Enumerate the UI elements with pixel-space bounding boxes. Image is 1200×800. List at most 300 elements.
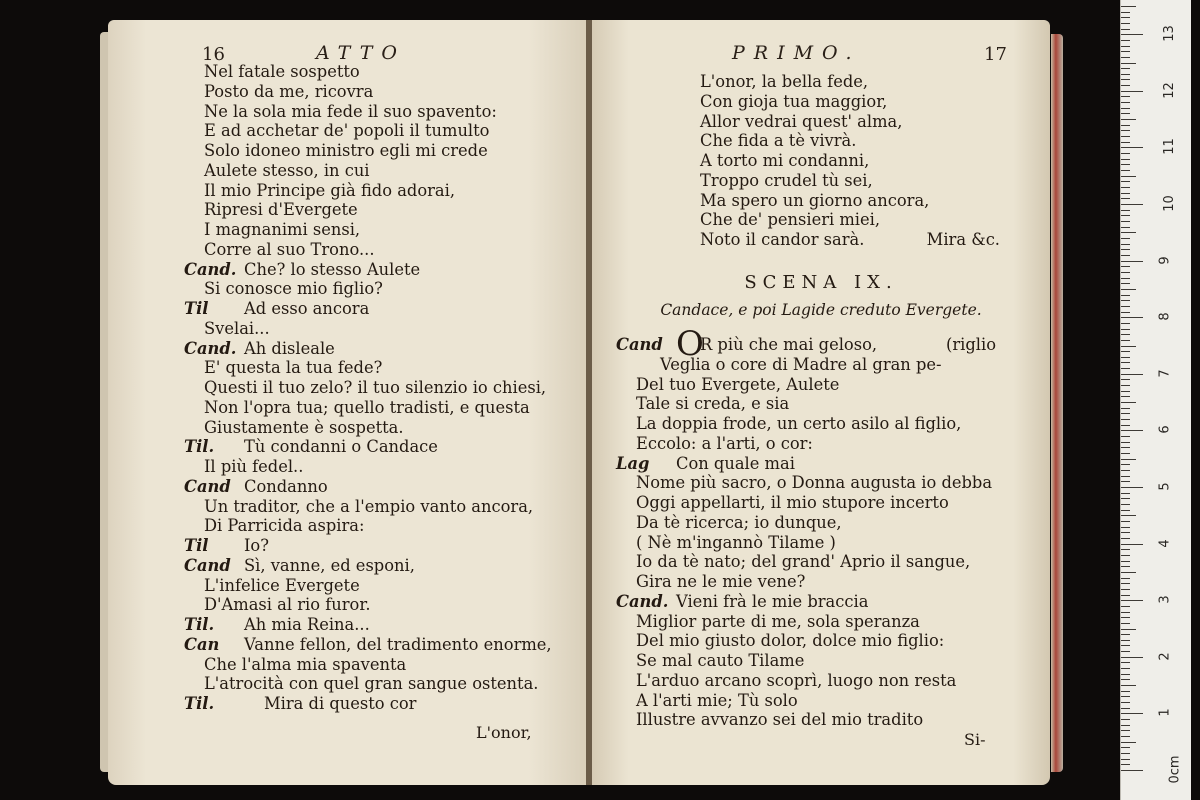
ruler-tick [1121, 470, 1130, 471]
speaker-label: Cand. [184, 259, 237, 279]
ruler-tick [1121, 312, 1130, 313]
text-line [616, 572, 996, 592]
ruler-number: 3 [1157, 595, 1173, 604]
page-number-left: 16 [202, 44, 225, 65]
line-text: Giustamente è sospetta. [204, 417, 404, 437]
ruler-tick [1121, 730, 1130, 731]
text-line [184, 299, 552, 319]
ruler-tick [1121, 51, 1130, 52]
ruler-tick [1121, 119, 1136, 120]
ruler-tick [1121, 578, 1130, 579]
text-line [184, 102, 552, 122]
ruler-tick [1121, 198, 1130, 199]
ruler-tick [1121, 215, 1130, 216]
ruler-tick [1121, 357, 1130, 358]
ruler-tick [1121, 238, 1130, 239]
ruler-tick [1121, 153, 1130, 154]
ruler-tick [1121, 125, 1130, 126]
ruler-tick [1121, 46, 1130, 47]
line-text: Gira ne le mie vene? [636, 572, 806, 591]
ruler-tick [1121, 23, 1130, 24]
ruler-tick [1121, 40, 1130, 41]
text-line [616, 533, 996, 553]
line-text: Che fida a tè vivrà. [700, 131, 857, 151]
ruler-tick [1121, 295, 1130, 296]
text-line [616, 355, 996, 375]
line-text: Che de' pensieri miei, [700, 210, 881, 230]
ruler-tick [1121, 606, 1130, 607]
ruler-tick [1121, 379, 1130, 380]
ruler-tick [1121, 232, 1136, 233]
line-text: Con quale mai [676, 453, 795, 473]
text-line [184, 279, 552, 299]
ruler-tick [1121, 725, 1130, 726]
line-text: Ah disleale [244, 338, 335, 358]
line-text: L'atrocità con quel gran sangue ostenta. [204, 674, 539, 694]
line-text: Vieni frà le mie braccia [676, 591, 869, 611]
text-line [700, 230, 1000, 250]
speaker-label: Til [184, 536, 209, 555]
ruler-tick [1121, 532, 1130, 533]
ruler-tick [1121, 289, 1136, 290]
text-line [184, 674, 552, 694]
line-text: Solo idoneo ministro egli mi crede [204, 141, 488, 160]
line-text: Svelai... [204, 318, 270, 338]
ruler-tick [1121, 329, 1130, 330]
ruler-tick [1121, 108, 1130, 109]
ruler-number: 0cm [1167, 755, 1183, 784]
speaker-label: Til [184, 299, 209, 318]
text-line [700, 112, 1000, 132]
text-line [700, 151, 1000, 171]
text-line [184, 576, 552, 596]
ruler-tick [1121, 555, 1130, 556]
ruler-tick [1121, 221, 1130, 222]
ruler-tick [1121, 170, 1130, 171]
text-line [616, 612, 996, 632]
line-text: Ma spero un giorno ancora, [700, 190, 930, 210]
line-text: Non l'opra tua; quello tradisti, e questa [204, 397, 530, 417]
ruler-tick [1121, 510, 1130, 511]
text-line [700, 210, 1000, 230]
text-line [184, 536, 552, 556]
text-line [184, 220, 552, 240]
text-line [616, 375, 996, 395]
ruler-tick [1121, 113, 1130, 114]
line-text: Vanne fellon, del tradimento enorme, [244, 634, 552, 654]
ruler-tick [1121, 747, 1130, 748]
line-text: La doppia frode, un certo asilo al figlio, [636, 414, 962, 433]
text-line [184, 62, 552, 82]
ruler-tick [1121, 96, 1130, 97]
ruler-tick [1121, 374, 1143, 375]
line-text: Miglior parte di me, sola speranza [636, 611, 920, 631]
text-line [184, 437, 552, 457]
text-line [184, 556, 552, 576]
ruler-number: 10 [1161, 195, 1177, 212]
ruler-tick [1121, 323, 1130, 324]
text-line [616, 651, 996, 671]
ruler-tick [1121, 227, 1130, 228]
line-text: D'Amasi al rio furor. [204, 595, 371, 615]
line-text: Che? lo stesso Aulete [244, 259, 421, 279]
line-text: Sì, vanne, ed esponi, [244, 555, 415, 575]
line-right: (riglio [946, 335, 996, 354]
ruler-tick [1121, 583, 1130, 584]
line-text: Corre al suo Trono... [204, 239, 375, 259]
ruler-tick [1121, 719, 1130, 720]
line-text: Io da tè nato; del grand' Aprio il sangue, [636, 552, 971, 572]
ruler-number: 6 [1157, 425, 1173, 435]
page-number-right: 17 [984, 44, 1007, 65]
ruler-tick [1121, 187, 1130, 188]
ruler-tick [1121, 572, 1136, 573]
ruler-tick [1121, 408, 1130, 409]
ruler-tick [1121, 515, 1136, 516]
line-text: Mira di questo cor [264, 694, 417, 713]
line-text: Se mal cauto Tilame [636, 651, 805, 670]
text-line [700, 131, 1000, 151]
ruler-tick [1121, 63, 1136, 64]
ruler-tick [1121, 561, 1130, 562]
ruler-tick [1121, 278, 1130, 279]
line-text: Da tè ricerca; io dunque, [636, 512, 842, 532]
text-line [700, 191, 1000, 211]
speaker-label: Til. [184, 694, 215, 713]
ruler-tick [1121, 481, 1130, 482]
catchword-right: Si- [964, 730, 986, 749]
ruler-tick [1121, 476, 1130, 477]
ruler-tick [1121, 447, 1130, 448]
text-line [616, 671, 996, 691]
ruler-tick [1121, 764, 1130, 765]
ruler-tick [1121, 266, 1130, 267]
text-line [616, 493, 996, 513]
line-text: Aulete stesso, in cui [204, 160, 370, 180]
ruler-tick [1121, 566, 1130, 567]
ruler-tick [1121, 759, 1130, 760]
ruler-tick [1121, 527, 1130, 528]
ruler-tick [1121, 702, 1130, 703]
catchword-left: L'onor, [476, 723, 532, 742]
line-text: L'infelice Evergete [204, 575, 360, 595]
text-line [700, 171, 1000, 191]
text-line [700, 92, 1000, 112]
line-text: Posto da me, ricovra [204, 81, 374, 101]
ruler-tick [1121, 770, 1143, 771]
ruler-tick [1121, 346, 1136, 347]
ruler-tick [1121, 193, 1130, 194]
line-text: Eccolo: a l'arti, o cor: [636, 433, 813, 453]
ruler-tick [1121, 493, 1130, 494]
ruler-tick [1121, 425, 1130, 426]
ruler-tick [1121, 459, 1136, 460]
ruler-tick [1121, 504, 1130, 505]
ruler-tick [1121, 736, 1130, 737]
line-text: Nome più sacro, o Donna augusta io debba [636, 473, 993, 493]
ruler-tick [1121, 159, 1130, 160]
line-text: Noto il candor sarà. [700, 230, 865, 249]
line-text: Del mio giusto dolor, dolce mio figlio: [636, 631, 945, 651]
ruler-number: 12 [1161, 82, 1177, 99]
text-line [184, 200, 552, 220]
text-line [184, 615, 552, 635]
text-line [184, 141, 552, 161]
ruler-tick [1121, 300, 1130, 301]
red-page-edge [1051, 34, 1063, 772]
ruler-tick [1121, 164, 1130, 165]
text-line [184, 516, 552, 536]
ruler-tick [1121, 595, 1130, 596]
text-line [616, 592, 996, 612]
ruler-tick [1121, 351, 1130, 352]
ruler-tick [1121, 210, 1130, 211]
ruler-tick [1121, 413, 1130, 414]
ruler-tick [1121, 696, 1130, 697]
line-right: Mira &c. [926, 230, 1000, 249]
speaker-label: Cand. [184, 338, 237, 358]
text-line [184, 635, 552, 655]
line-text: Il più fedel.. [204, 457, 304, 476]
ruler-number: 4 [1157, 538, 1173, 548]
ruler-tick [1121, 317, 1143, 318]
ruler-tick [1121, 283, 1130, 284]
ruler-tick [1121, 612, 1130, 613]
line-text: Che l'alma mia spaventa [204, 654, 407, 674]
text-line [184, 457, 552, 477]
ruler-tick [1121, 549, 1130, 550]
ruler-tick [1121, 442, 1130, 443]
ruler-tick [1121, 640, 1130, 641]
ruler-tick [1121, 600, 1143, 601]
ruler-tick [1121, 402, 1136, 403]
ruler-tick [1121, 385, 1130, 386]
line-text: Oggi appellarti, il mio stupore incerto [636, 493, 949, 512]
ruler-tick [1121, 255, 1130, 256]
ruler-tick [1121, 487, 1143, 488]
line-text: Io? [244, 536, 269, 555]
text-line [616, 552, 996, 572]
ruler-tick [1121, 657, 1143, 658]
line-text: Questi il tuo zelo? il tuo silenzio io chiesi, [204, 378, 547, 397]
ruler-number: 1 [1157, 708, 1173, 718]
text-line [184, 477, 552, 497]
stage-direction: Candace, e poi Lagide creduto Evergete. [660, 301, 982, 319]
ruler-tick [1121, 306, 1130, 307]
speaker-label: Til. [184, 615, 215, 634]
line-text: Tù condanni o Candace [244, 437, 438, 457]
ruler-number: 8 [1157, 312, 1173, 321]
ruler-tick [1121, 176, 1136, 177]
text-line [616, 513, 996, 533]
text-line [184, 319, 552, 339]
ruler-tick [1121, 136, 1130, 137]
line-text: ( Nè m'ingannò Tilame ) [636, 532, 836, 552]
text-line [184, 655, 552, 675]
ruler-tick [1121, 91, 1143, 92]
ruler-tick [1121, 713, 1143, 714]
text-line [184, 694, 552, 714]
ruler-number: 2 [1157, 652, 1173, 661]
text-line [184, 418, 552, 438]
ruler-tick [1121, 334, 1130, 335]
right-page [592, 20, 1050, 785]
ruler-tick [1121, 396, 1130, 397]
drop-capital: O [676, 324, 704, 364]
ruler-tick [1121, 102, 1130, 103]
ruler-tick [1121, 623, 1130, 624]
ruler-tick [1121, 430, 1143, 431]
line-text: Si conosce mio figlio? [204, 279, 383, 299]
ruler-tick [1121, 249, 1130, 250]
ruler-tick [1121, 617, 1130, 618]
line-text: Ripresi d'Evergete [204, 200, 358, 220]
ruler-tick [1121, 521, 1130, 522]
line-text: Del tuo Evergete, Aulete [636, 374, 840, 394]
ruler-tick [1121, 634, 1130, 635]
ruler-tick [1121, 147, 1143, 148]
text-line [184, 497, 552, 517]
line-text: Nel fatale sospetto [204, 62, 360, 81]
ruler-tick [1121, 130, 1130, 131]
ruler-tick [1121, 691, 1130, 692]
text-line [616, 454, 996, 474]
line-text: R più che mai geloso, [700, 335, 878, 354]
text-line [184, 378, 552, 398]
ruler-tick [1121, 57, 1130, 58]
open-book [108, 20, 1053, 785]
line-text: E ad acchetar de' popoli il tumulto [204, 121, 490, 141]
ruler-tick [1121, 204, 1143, 205]
speaker-label: Cand [184, 476, 231, 496]
ruler-tick [1121, 29, 1130, 30]
speaker-label: Can [184, 634, 220, 654]
ruler-tick [1121, 674, 1130, 675]
text-line [184, 358, 552, 378]
measuring-ruler [1120, 0, 1191, 800]
speaker-label: Lag [616, 453, 650, 473]
ruler-tick [1121, 464, 1130, 465]
ruler-tick [1121, 244, 1130, 245]
text-line [616, 691, 996, 711]
ruler-tick [1121, 645, 1130, 646]
text-line [184, 181, 552, 201]
speaker-label: Cand [184, 555, 231, 575]
line-text: E' questa la tua fede? [204, 358, 383, 378]
ruler-tick [1121, 12, 1130, 13]
line-text: Con gioja tua maggior, [700, 91, 888, 111]
line-text: Troppo crudel tù sei, [700, 170, 873, 190]
ruler-tick [1121, 538, 1130, 539]
line-text: Di Parricida aspira: [204, 516, 365, 536]
ruler-tick [1121, 362, 1130, 363]
ruler-tick [1121, 708, 1130, 709]
line-text: A l'arti mie; Tù solo [636, 690, 798, 710]
ruler-tick [1121, 753, 1130, 754]
speaker-label: Til. [184, 437, 215, 457]
ruler-tick [1121, 142, 1130, 143]
ruler-tick [1121, 685, 1136, 686]
ruler-tick [1121, 662, 1130, 663]
ruler-tick [1121, 668, 1130, 669]
ruler-tick [1121, 589, 1130, 590]
text-line [616, 394, 996, 414]
ruler-tick [1121, 79, 1130, 80]
text-line [616, 434, 996, 454]
ruler-tick [1121, 74, 1130, 75]
right-text-bottom [616, 324, 996, 730]
ruler-tick [1121, 85, 1130, 86]
line-text: A torto mi condanni, [700, 151, 870, 170]
ruler-tick [1121, 68, 1130, 69]
text-line [184, 260, 552, 280]
text-line [184, 339, 552, 359]
scene-title: SCENA IX. [744, 272, 898, 293]
ruler-tick [1121, 272, 1130, 273]
line-text: L'arduo arcano scoprì, luogo non resta [636, 670, 957, 690]
line-text: Il mio Principe già fido adorai, [204, 180, 455, 200]
line-text: Veglia o core di Madre al gran pe- [660, 354, 942, 374]
text-line [184, 595, 552, 615]
ruler-number: 5 [1157, 482, 1173, 491]
text-line [616, 631, 996, 651]
left-text-block [184, 62, 552, 714]
line-text: L'onor, la bella fede, [700, 72, 869, 91]
line-text: Ah mia Reina... [244, 615, 370, 634]
ruler-tick [1121, 679, 1130, 680]
ruler-tick [1121, 6, 1136, 7]
text-line [184, 240, 552, 260]
left-page [108, 20, 586, 785]
text-line [184, 161, 552, 181]
line-text: Un traditor, che a l'empio vanto ancora, [204, 496, 534, 516]
line-text: Illustre avvanzo sei del mio tradito [636, 710, 924, 730]
line-text: Tale si creda, e sia [636, 394, 790, 414]
ruler-tick [1121, 742, 1136, 743]
ruler-number: 13 [1161, 25, 1177, 42]
ruler-tick [1121, 368, 1130, 369]
ruler-tick [1121, 391, 1130, 392]
text-line [184, 398, 552, 418]
line-text: Ne la sola mia fede il suo spavento: [204, 101, 497, 121]
ruler-number: 9 [1157, 255, 1173, 265]
ruler-tick [1121, 34, 1143, 35]
running-head-right: PRIMO. [732, 42, 861, 64]
text-line [616, 414, 996, 434]
line-text: Ad esso ancora [244, 299, 370, 318]
speaker-label: Cand. [616, 591, 669, 611]
line-text: Condanno [244, 476, 328, 496]
text-line [616, 710, 996, 730]
ruler-number: 11 [1161, 138, 1177, 156]
ruler-tick [1121, 436, 1130, 437]
text-line [616, 473, 996, 493]
ruler-tick [1121, 261, 1143, 262]
ruler-tick [1121, 17, 1130, 18]
ruler-tick [1121, 453, 1130, 454]
ruler-number: 7 [1157, 369, 1173, 378]
ruler-tick [1121, 651, 1130, 652]
running-head-left: ATTO [316, 42, 406, 64]
text-line [184, 82, 552, 102]
text-line [184, 121, 552, 141]
ruler-tick [1121, 498, 1130, 499]
ruler-tick [1121, 340, 1130, 341]
ruler-tick [1121, 181, 1130, 182]
right-text-top [700, 72, 1000, 250]
speaker-label: Cand [616, 335, 663, 354]
ruler-tick [1121, 629, 1136, 630]
